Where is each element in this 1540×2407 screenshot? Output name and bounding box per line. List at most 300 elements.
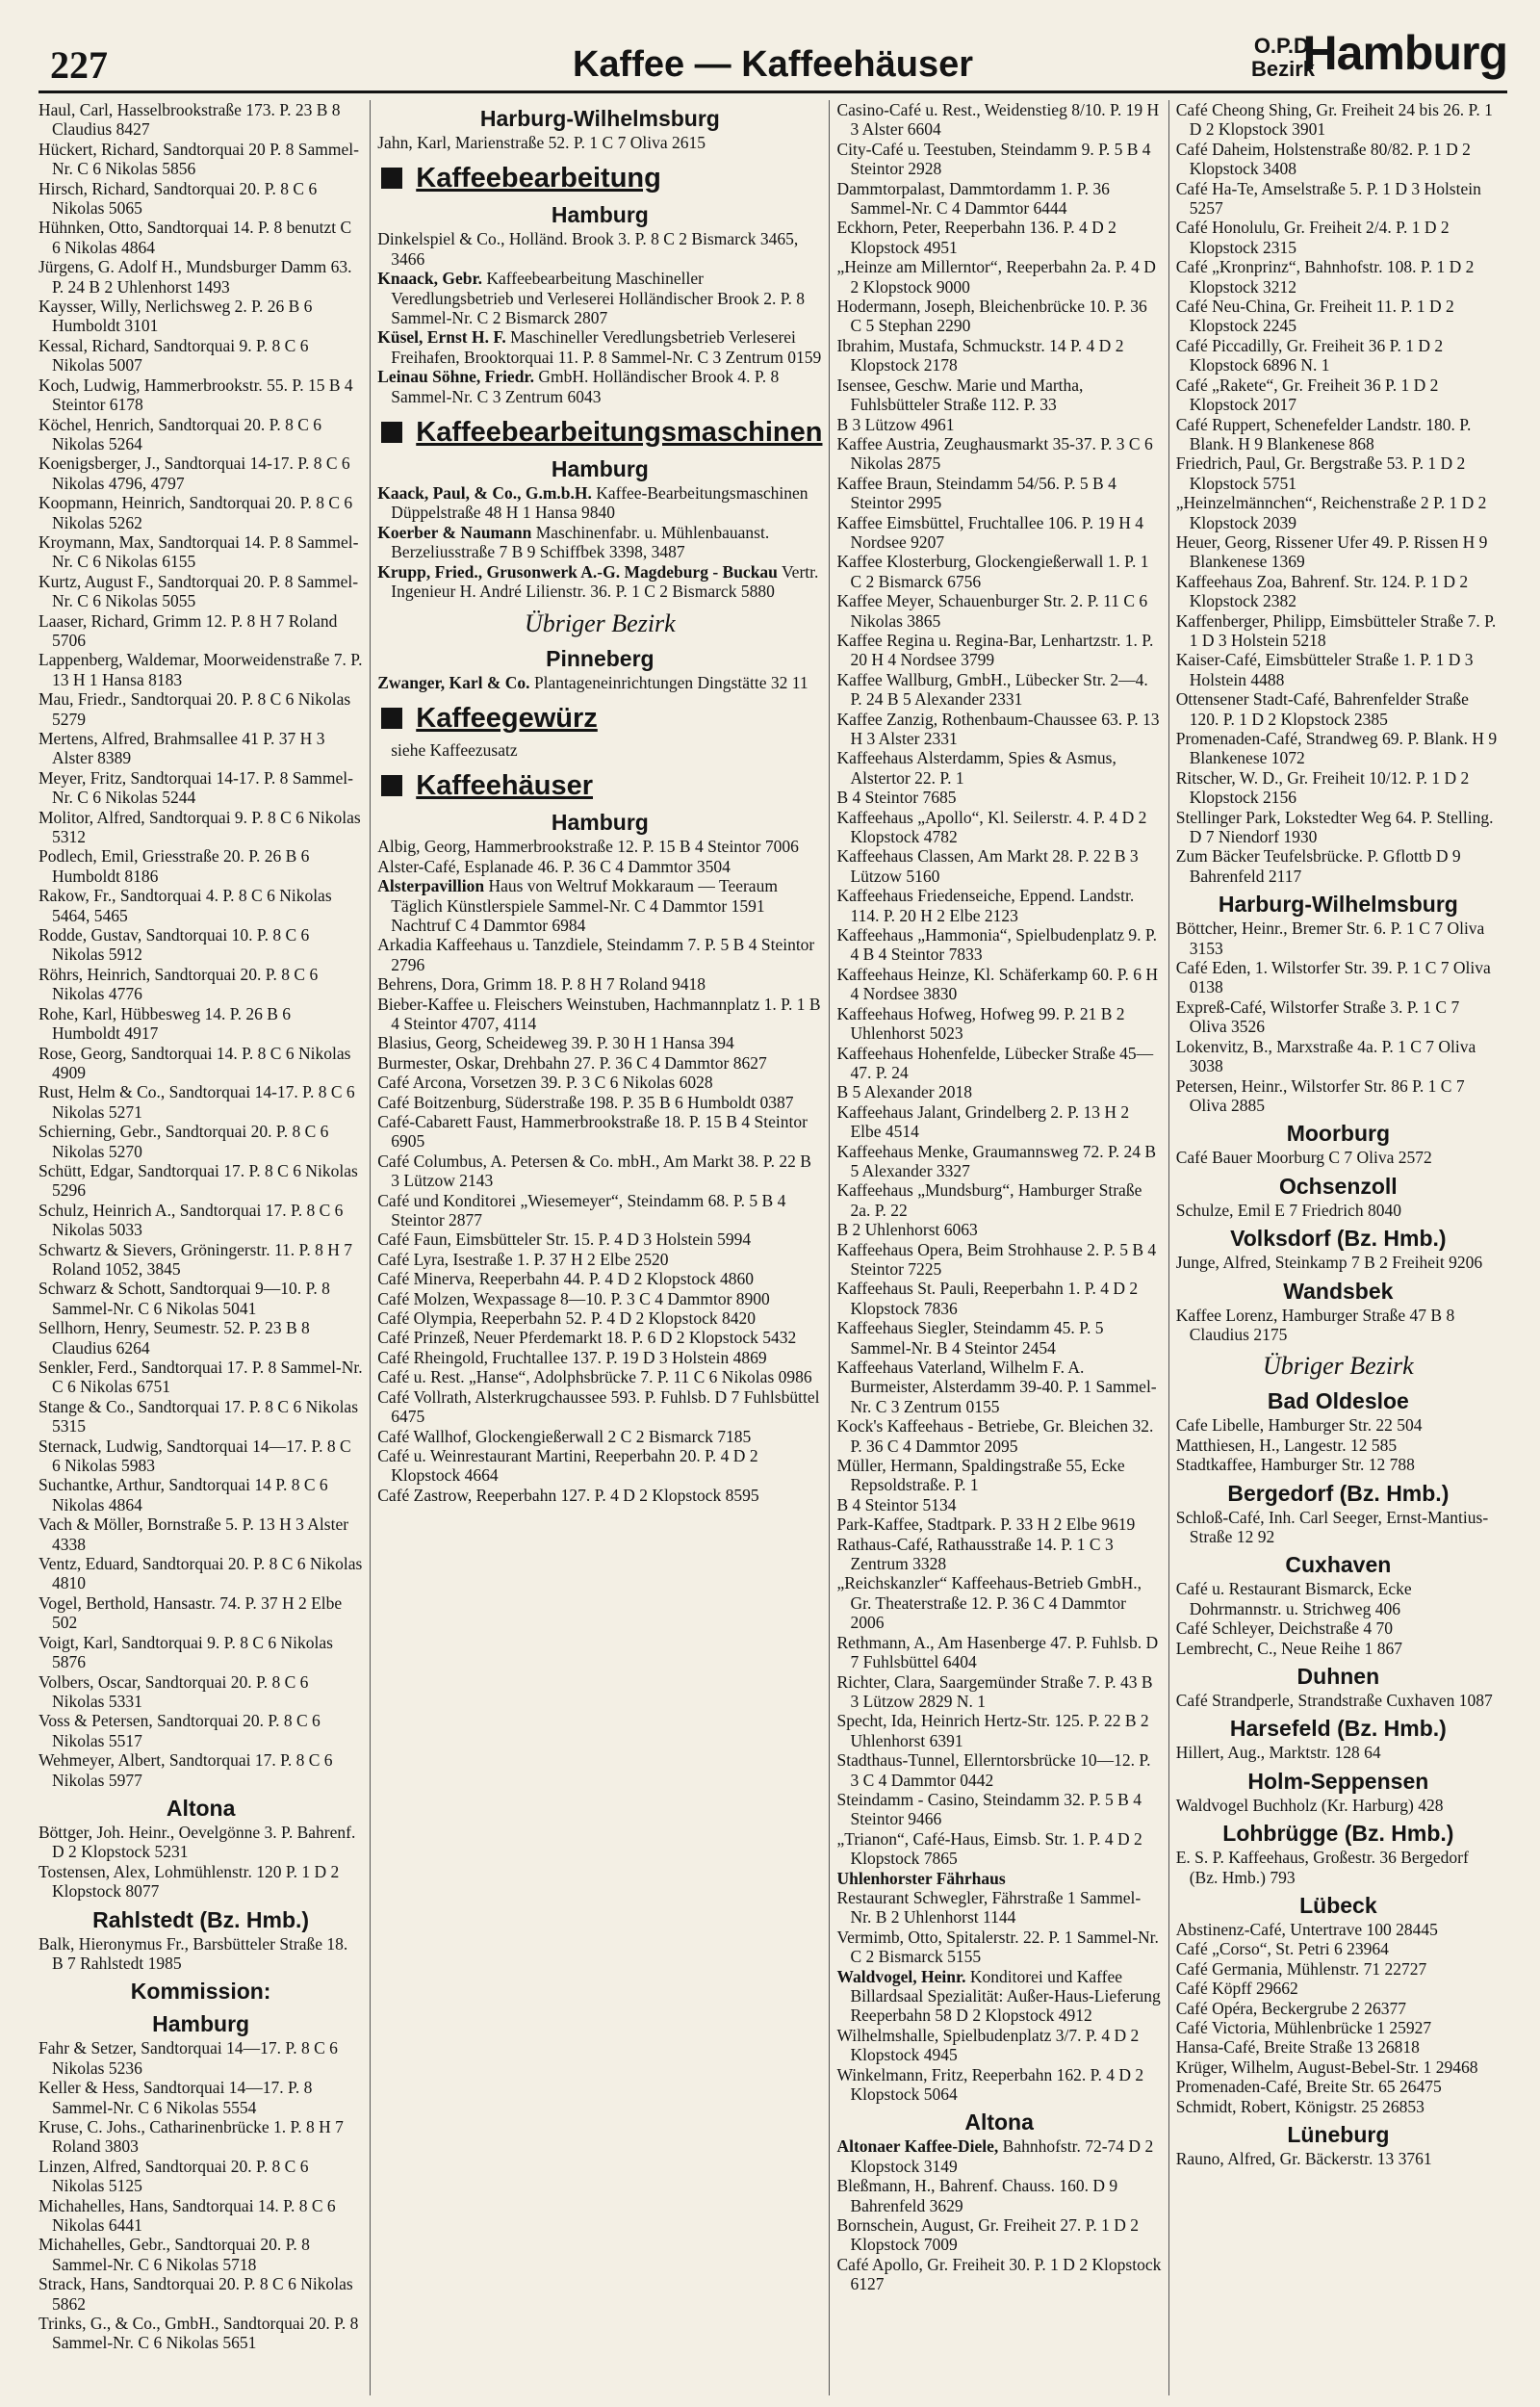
directory-entry [1176,1743,1501,1762]
entry-text: Café Köpff 29662 [1175,1979,1298,1999]
entry-text: Kaffee Regina u. Regina-Bar, Lenhartzstr. 1. P. 20 H 4 Nordsee 3799 [836,630,1154,670]
place-heading: Harburg-Wilhelmsburg [1218,892,1458,918]
directory-entry [38,2314,363,2353]
entry-text: Park-Kaffee, Stadtpark. P. 33 H 2 Elbe 9619 [836,1514,1136,1535]
directory-entry [38,886,363,925]
directory-entry [377,1308,822,1328]
entry-text: Wehmeyer, Albert, Sandtorquai 17. P. 8 C 6 Nikolas 5977 [38,1750,333,1790]
directory-entry [377,1033,822,1052]
directory-entry [38,1934,363,1974]
entry-text: Kaffeehaus St. Pauli, Reeperbahn 1. P. 4 D 2 Klopstock 7836 [836,1279,1139,1318]
directory-entry [377,1053,822,1073]
directory-entry [836,1495,1161,1514]
directory-entry [38,846,363,886]
entry-text: Stange & Co., Sandtorquai 17. P. 8 C 6 Nikolas 5315 [38,1396,359,1436]
entry-text: Kaffeehaus Jalant, Grindelberg 2. P. 13 H 2 Elbe 4514 [836,1101,1130,1142]
place-heading: Altona [964,2109,1034,2135]
entry-text: Behrens, Dora, Grimm 18. P. 8 H 7 Roland 9418 [377,974,706,995]
directory-entry [38,1122,363,1161]
directory-entry [1176,2037,1501,2057]
entry-text: Hirsch, Richard, Sandtorquai 20. P. 8 C 6 Nikolas 5065 [38,178,318,219]
directory-entry [1176,1618,1501,1638]
directory-entry [1176,997,1501,1037]
entry-text: Bornschein, August, Gr. Freiheit 27. P. 1 D 2 Klopstock 7009 [836,2215,1140,2255]
directory-entry [1176,1959,1501,1979]
entry-text: Promenaden-Café, Breite Str. 65 26475 [1175,2077,1442,2097]
directory-entry [38,1279,363,1318]
entry-text: Kaffenberger, Philipp, Eimsbütteler Straße 7. P. 1 D 3 Holstein 5218 [1175,610,1497,650]
column-1 [38,100,370,2395]
directory-entry [38,2078,363,2117]
directory-entry [38,2235,363,2274]
entry-text: Balk, Hieronymus Fr., Barsbütteler Straße 18. B 7 Rahlstedt 1985 [38,1933,348,1973]
directory-entry [836,1082,1161,1101]
entry-text: Café Victoria, Mühlenbrücke 1 25927 [1175,2018,1432,2038]
company-name: Kaack, Paul, & Co., G.m.b.H. [377,483,592,504]
directory-entry [38,297,363,336]
entry-text: Café u. Rest. „Hanse“, Adolphsbrücke 7. P. 11 C 6 Nikolas 0986 [377,1367,812,1387]
directory-entry [38,1240,363,1280]
directory-entry [836,2176,1161,2215]
entry-text: Café Vollrath, Alsterkrugchaussee 593. P. Fuhlsb. D 7 Fuhlsbüttel 6475 [377,1386,820,1427]
entry-text: Café „Kronprinz“, Bahnhofstr. 108. P. 1 D 2 Klopstock 3212 [1175,257,1475,297]
entry-text: Bieber-Kaffee u. Fleischers Weinstuben, Hachmannplatz 1. P. 1 B 4 Steintor 4707, 4114 [377,994,821,1033]
entry-text: Kaffeehaus Zoa, Bahrenf. Str. 124. P. 1 D 2 Klopstock 2382 [1175,571,1469,611]
directory-entry [38,965,363,1004]
directory-entry [836,434,1161,474]
directory-entry [377,974,822,994]
directory-entry [377,673,822,692]
entry-text: Richter, Clara, Saargemünder Straße 7. P. 43 B 3 Lützow 2829 N. 1 [836,1671,1153,1711]
directory-entry [836,2065,1161,2105]
directory-entry [377,935,822,974]
place-heading: Duhnen [1296,1664,1380,1689]
directory-entry [377,327,822,367]
directory-entry [1176,1999,1501,2018]
entry-text: Café „Rakete“, Gr. Freiheit 36 P. 1 D 2 Klopstock 2017 [1175,375,1439,415]
entry-text: Kaffeehaus Siegler, Steindamm 45. P. 5 Sammel-Nr. B 4 Steintor 2454 [836,1318,1104,1358]
entry-text: Konditorei und Kaffee Billardsaal Spezialität: Außer-Haus-Lieferung Reeperbahn 58 D 2 Klopstock 4912 [850,1966,1161,2026]
directory-entry [38,808,363,847]
place-heading: Hamburg [551,456,649,482]
directory-entry [1176,958,1501,997]
directory-entry [38,1436,363,1476]
directory-entry [1176,2018,1501,2037]
directory-entry [38,1750,363,1790]
entry-text: Café Arcona, Vorsetzen 39. P. 3 C 6 Nikolas 6028 [377,1073,713,1093]
company-name: Altonaer Kaffee-Diele, [836,2136,999,2157]
directory-entry [377,1191,822,1230]
directory-entry [377,1427,822,1446]
directory-entry [836,474,1161,513]
directory-entry [1176,1639,1501,1658]
entry-text: Expreß-Café, Wilstorfer Straße 3. P. 1 C 7 Oliva 3526 [1175,996,1460,1037]
place-heading: Kommission: [130,1979,271,2005]
place-heading: Holm-Seppensen [1247,1768,1429,1794]
entry-text: Kaffeehaus „Mundsburg“, Hamburger Straße 2a. P. 22 [836,1180,1142,1220]
company-name: Küsel, Ernst H. F. [377,327,506,348]
entry-text: Café Olympia, Reeperbahn 52. P. 4 D 2 Klopstock 8420 [377,1308,756,1329]
directory-entry [377,857,822,876]
entry-text: Dammtorpalast, Dammtordamm 1. P. 36 Sammel-Nr. C 4 Dammtor 6444 [836,178,1110,219]
directory-entry [1176,846,1501,886]
entry-text: Kaffeehaus Opera, Beim Strohhause 2. P. 5 B 4 Steintor 7225 [836,1239,1157,1279]
directory-entry [38,336,363,375]
directory-entry [836,1358,1161,1416]
directory-entry [836,1535,1161,1574]
directory-entry [38,689,363,729]
entry-text: B 2 Uhlenhorst 6063 [836,1220,978,1240]
directory-entry [836,297,1161,336]
entry-text: Casino-Café u. Rest., Weidenstieg 8/10. P. 19 H 3 Alster 6604 [836,100,1160,140]
directory-entry [377,1269,822,1288]
city-name: Hamburg [1302,26,1507,80]
directory-entry [836,375,1161,415]
entry-text: GmbH. Holländischer Brook 4. P. 8 Sammel-Nr. C 3 Zentrum 6043 [391,367,780,406]
company-name: Waldvogel, Heinr. [836,1966,966,1986]
entry-text: Kaffeehaus „Hammonia“, Spielbudenplatz 9. P. 4 B 4 Steintor 7833 [836,925,1158,965]
directory-entry [38,1823,363,1862]
directory-entry [377,876,822,935]
directory-entry [1176,1796,1501,1815]
directory-entry [1176,1415,1501,1435]
page-header [38,21,1507,93]
directory-entry [836,1928,1161,1967]
directory-entry [836,670,1161,710]
section-heading [377,769,822,802]
directory-entry [38,375,363,415]
directory-entry [836,591,1161,631]
directory-entry [377,1112,822,1152]
entry-text: Tostensen, Alex, Lohmühlenstr. 120 P. 1 D 2 Klopstock 8077 [38,1861,340,1902]
directory-entry [1176,493,1501,532]
entry-text: Voigt, Karl, Sandtorquai 9. P. 8 C 6 Nikolas 5876 [38,1632,333,1672]
directory-entry [1176,1691,1501,1710]
directory-entry [1176,1848,1501,1887]
directory-entry [836,140,1161,179]
directory-entry [38,729,363,768]
directory-entry [836,1220,1161,1239]
section-bullet-icon [381,708,402,729]
entry-text: Specht, Ida, Heinrich Hertz-Str. 125. P. 22 B 2 Uhlenhorst 6391 [836,1711,1149,1750]
directory-entry [377,1093,822,1112]
directory-entry [836,2255,1161,2294]
directory-entry [836,1102,1161,1142]
directory-entry [1176,140,1501,179]
directory-entry [38,1201,363,1240]
directory-entry [38,415,363,454]
place-heading: Rahlstedt (Bz. Hmb.) [92,1906,310,1932]
entry-text: Mau, Friedr., Sandtorquai 20. P. 8 C 6 Nikolas 5279 [38,689,351,729]
entry-text: Hansa-Café, Breite Straße 13 26818 [1175,2037,1420,2058]
entry-text: Café-Cabarett Faust, Hammerbrookstraße 18. P. 15 B 4 Steintor 6905 [377,1112,808,1152]
entry-text: Kaysser, Willy, Nerlichsweg 2. P. 26 B 6 Humboldt 3101 [38,297,313,336]
directory-entry [836,886,1161,925]
entry-text: Isensee, Geschw. Marie und Martha, Fuhlsbütteler Straße 112. P. 33 [836,375,1084,415]
entry-text: „Heinze am Millerntor“, Reeperbahn 2a. P. 4 D 2 Klopstock 9000 [836,257,1156,297]
directory-entry [1176,532,1501,572]
entry-text: Kaffeehaus Friedenseiche, Eppend. Landstr. 114. P. 20 H 2 Elbe 2123 [836,886,1135,925]
entry-text: Koch, Ludwig, Hammerbrookstr. 55. P. 15 B 4 Steintor 6178 [38,375,353,415]
directory-entry [836,1750,1161,1790]
place-heading: Bergedorf (Bz. Hmb.) [1227,1480,1450,1506]
entry-text: Friedrich, Paul, Gr. Bergstraße 53. P. 1 D 2 Klopstock 5751 [1175,453,1466,493]
entry-text: Junge, Alfred, Steinkamp 7 B 2 Freiheit 9206 [1175,1253,1483,1273]
entry-text: Plantageneinrichtungen Dingstätte 32 11 [533,672,808,692]
directory-entry [38,218,363,257]
entry-text: Ibrahim, Mustafa, Schmuckstr. 14 P. 4 D 2 Klopstock 2178 [836,335,1124,375]
entry-text: Kessal, Richard, Sandtorquai 9. P. 8 C 6 Nikolas 5007 [38,335,309,375]
directory-entry [1176,611,1501,651]
directory-entry [1176,729,1501,768]
entry-text: Stadthaus-Tunnel, Ellerntorsbrücke 10—12. P. 3 C 4 Dammtor 0442 [836,1750,1151,1790]
entry-text: Blasius, Georg, Scheideweg 39. P. 30 H 1 Hansa 394 [377,1033,734,1053]
directory-entry [836,1180,1161,1220]
section-heading [377,702,822,735]
entry-text: Hühnken, Otto, Sandtorquai 14. P. 8 benutzt C 6 Nikolas 4864 [38,218,352,257]
entry-text: Kaffee Zanzig, Rothenbaum-Chaussee 63. P. 13 H 3 Alster 2331 [836,709,1160,748]
entry-text: Kock's Kaffeehaus - Betriebe, Gr. Bleichen 32. P. 36 C 4 Dammtor 2095 [836,1416,1154,1456]
directory-entry [38,1554,363,1593]
directory-entry [377,837,822,856]
page-number: 227 [50,43,108,87]
entry-text: Linzen, Alfred, Sandtorquai 20. P. 8 C 6 Nikolas 5125 [38,2156,309,2196]
entry-text: Café Daheim, Holstenstraße 80/82. P. 1 D 2 Klopstock 3408 [1175,139,1471,179]
place-heading: Bad Oldesloe [1267,1388,1409,1414]
directory-entry [836,1004,1161,1044]
entry-text: Hückert, Richard, Sandtorquai 20 P. 8 Sammel-Nr. C 6 Nikolas 5856 [38,139,359,179]
entry-text: Sellhorn, Henry, Seumestr. 52. P. 23 B 8 Claudius 6264 [38,1318,310,1358]
entry-text: Schwarz & Schott, Sandtorquai 9—10. P. 8 Sammel-Nr. C 6 Nikolas 5041 [38,1279,330,1318]
entry-text: Rauno, Alfred, Gr. Bäckerstr. 13 3761 [1175,2149,1432,2169]
entry-text: Café Opéra, Beckergrube 2 26377 [1175,1998,1406,2018]
entry-text: Röhrs, Heinrich, Sandtorquai 20. P. 8 C 6 Nikolas 4776 [38,964,319,1004]
directory-entry [836,1829,1161,1869]
directory-entry [1176,297,1501,336]
entry-text: Kaffee Meyer, Schauenburger Str. 2. P. 11 C 6 Nikolas 3865 [836,591,1148,631]
entry-text: Kaffeehaus Menke, Graumannsweg 72. P. 24 B 5 Alexander 3327 [836,1141,1157,1180]
directory-entry [1176,218,1501,257]
directory-entry [38,611,363,651]
directory-entry [836,2026,1161,2065]
entry-text: Café Piccadilly, Gr. Freiheit 36 P. 1 D 2 Klopstock 6896 N. 1 [1175,335,1444,375]
directory-entry [377,367,822,406]
directory-entry [377,1348,822,1367]
entry-text: Ritscher, W. D., Gr. Freiheit 10/12. P. 1 D 2 Klopstock 2156 [1175,767,1470,808]
entry-text: Schierning, Gebr., Sandtorquai 20. P. 8 C 6 Nikolas 5270 [38,1122,329,1161]
place-heading: Harsefeld (Bz. Hmb.) [1229,1716,1447,1742]
entry-text: Kurtz, August F., Sandtorquai 20. P. 8 Sammel-Nr. C 6 Nikolas 5055 [38,571,359,611]
entry-text: Kaffee Wallburg, GmbH., Lübecker Str. 2—4. P. 24 B 5 Alexander 2331 [836,669,1148,710]
entry-text: Keller & Hess, Sandtorquai 14—17. P. 8 Sammel-Nr. C 6 Nikolas 5554 [38,2078,313,2117]
directory-entry [38,2196,363,2236]
directory-entry [38,1397,363,1436]
directory-entry [1176,100,1501,140]
entry-text: Podlech, Emil, Griesstraße 20. P. 26 B 6 Humboldt 8186 [38,846,310,886]
directory-entry [377,1328,822,1347]
directory-entry [377,995,822,1034]
entry-text: Rethmann, A., Am Hasenberge 47. P. Fuhlsb. D 7 Fuhlsbüttel 6404 [836,1632,1159,1672]
place-heading: Altona [166,1795,236,1821]
directory-entry [836,1279,1161,1318]
entry-text: B 4 Steintor 5134 [836,1494,957,1514]
entry-text: Kaffeehaus Classen, Am Markt 28. P. 22 B 3 Lützow 5160 [836,846,1139,886]
opd-line-2: Bezirk [1250,57,1315,81]
entry-text: Senkler, Ferd., Sandtorquai 17. P. 8 Sammel-Nr. C 6 Nikolas 6751 [38,1358,363,1397]
directory-entry [836,1888,1161,1928]
entry-text: Schmidt, Robert, Königstr. 25 26853 [1175,2096,1424,2116]
cross-reference-note: siehe Kaffeezusatz [391,739,518,760]
directory-entry [836,1318,1161,1358]
directory-entry [1176,336,1501,375]
directory-entry [38,1514,363,1554]
directory-entry [38,572,363,611]
directory-entry [38,1593,363,1633]
directory-entry [38,493,363,532]
directory-entry [836,100,1161,140]
entry-text: Schwartz & Sievers, Gröningerstr. 11. P. 8 H 7 Roland 1052, 3845 [38,1239,352,1279]
directory-entry [38,140,363,179]
section-bullet-icon [381,775,402,796]
entry-text: Kaffeehaus „Apollo“, Kl. Seilerstr. 4. P. 4 D 2 Klopstock 4782 [836,807,1147,847]
entry-text: Café Eden, 1. Wilstorfer Str. 39. P. 1 C 7 Oliva 0138 [1175,958,1491,997]
company-name: Leinau Söhne, Friedr. [377,367,534,387]
entry-text: B 4 Steintor 7685 [836,788,957,808]
directory-entry [377,523,822,562]
entry-text: Café Rheingold, Fruchtallee 137. P. 19 D 3 Holstein 4869 [377,1347,767,1367]
entry-text: Krüger, Wilhelm, August-Bebel-Str. 1 29468 [1175,2057,1478,2077]
entry-text: Vertr. Ingenieur H. André Lilienstr. 36. P. 1 C 2 Bismarck 5880 [391,561,819,602]
directory-entry [836,1790,1161,1829]
entry-text: City-Café u. Teestuben, Steindamm 9. P. 5 B 4 Steintor 2928 [836,139,1151,179]
directory-entry [836,1573,1161,1632]
column-2 [370,100,829,2395]
entry-text: Café Ha-Te, Amselstraße 5. P. 1 D 3 Holstein 5257 [1175,178,1481,219]
entry-text: Café Lyra, Isestraße 1. P. 37 H 2 Elbe 2520 [377,1249,669,1269]
entry-text: Vach & Möller, Bornstraße 5. P. 13 H 3 Alster 4338 [38,1514,349,1554]
entry-text: Suchantke, Arthur, Sandtorquai 14 P. 8 C 6 Nikolas 4864 [38,1475,328,1514]
entry-text: Rose, Georg, Sandtorquai 14. P. 8 C 6 Nikolas 4909 [38,1043,351,1082]
place-heading: Lüneburg [1287,2122,1390,2148]
entry-text: Kaffeehaus Vaterland, Wilhelm F. A. Burmeister, Alsterdamm 39-40. P. 1 Sammel-Nr. C 3 Zentrum 0155 [836,1358,1157,1416]
entry-text: Ventz, Eduard, Sandtorquai 20. P. 8 C 6 Nikolas 4810 [38,1554,363,1593]
entry-text: Rodde, Gustav, Sandtorquai 10. P. 8 C 6 Nikolas 5912 [38,925,310,965]
directory-entry [377,269,822,327]
directory-entry [1176,2097,1501,2116]
directory-entry [38,1082,363,1122]
directory-entry [38,1672,363,1712]
entry-text: Steindamm - Casino, Steindamm 32. P. 5 B 4 Steintor 9466 [836,1789,1142,1829]
place-heading: Cuxhaven [1285,1552,1392,1578]
directory-entry [836,2136,1161,2176]
section-heading [377,416,822,449]
entry-text: Café Prinzeß, Neuer Pferdemarkt 18. P. 6 D 2 Klopstock 5432 [377,1328,797,1348]
directory-entry [1176,1306,1501,1345]
directory-entry [836,1142,1161,1181]
directory-entry [38,2038,363,2078]
directory-entry [836,1514,1161,1534]
entry-text: Café Apollo, Gr. Freiheit 30. P. 1 D 2 Klopstock 6127 [836,2254,1162,2294]
entry-text: Koenigsberger, J., Sandtorquai 14-17. P. 8 C 6 Nikolas 4796, 4797 [38,453,350,493]
directory-entry [38,1475,363,1514]
directory-entry [377,229,822,269]
entry-text: Hillert, Aug., Marktstr. 128 64 [1175,1743,1381,1763]
directory-entry [1176,453,1501,493]
directory-entry [836,1240,1161,1280]
directory-entry [377,1387,822,1427]
entry-text: Meyer, Fritz, Sandtorquai 14-17. P. 8 Sammel-Nr. C 6 Nikolas 5244 [38,767,353,808]
directory-entry [1176,375,1501,415]
entry-text: Café Bauer Moorburg C 7 Oliva 2572 [1175,1148,1432,1168]
directory-entry [377,1367,822,1386]
directory-entry [836,1456,1161,1495]
entry-text: Café Ruppert, Schenefelder Landstr. 180. P. Blank. H 9 Blankenese 868 [1175,414,1472,453]
entry-text: Kaiser-Café, Eimsbütteler Straße 1. P. 1 D 3 Holstein 4488 [1175,650,1474,689]
entry-text: Café Boitzenburg, Süderstraße 198. P. 35 B 6 Humboldt 0387 [377,1092,794,1112]
entry-text: Café Strandperle, Strandstraße Cuxhaven 1087 [1175,1691,1493,1710]
directory-entry [1176,415,1501,454]
directory-entry [38,1004,363,1044]
entry-text: Köchel, Henrich, Sandtorquai 20. P. 8 C 6 Nikolas 5264 [38,414,322,453]
entry-text: Heuer, Georg, Rissener Ufer 49. P. Rissen H 9 Blankenese 1369 [1175,531,1488,572]
section-heading [377,162,822,194]
directory-entry [1176,1455,1501,1474]
entry-text: Bahnhofstr. 72-74 D 2 Klopstock 3149 [850,2136,1154,2176]
entry-text: Böttcher, Heinr., Bremer Str. 6. P. 1 C 7 Oliva 3153 [1175,919,1485,958]
directory-entry [836,415,1161,434]
entry-text: Burmester, Oskar, Drehbahn 27. P. 36 C 4 Dammtor 8627 [377,1052,767,1073]
directory-entry [836,336,1161,375]
directory-entry [377,1152,822,1191]
directory-entry [377,562,822,602]
entry-text: Volbers, Oscar, Sandtorquai 20. P. 8 C 6 Nikolas 5331 [38,1671,309,1711]
directory-entry [38,650,363,689]
directory-entry [38,532,363,572]
entry-text: Maschinenfabr. u. Mühlenbauanst. Berzeliusstraße 7 B 9 Schiffbek 3398, 3487 [391,522,770,562]
directory-entry [38,2157,363,2196]
directory-entry [1176,2149,1501,2168]
place-heading: Moorburg [1286,1121,1391,1147]
directory-entry [38,1711,363,1750]
directory-entry [377,1073,822,1092]
directory-entry [836,1711,1161,1750]
directory-entry [38,179,363,219]
entry-text: Schulz, Heinrich A., Sandtorquai 17. P. 8 C 6 Nikolas 5033 [38,1200,344,1240]
entry-text: Kaffeehaus Hohenfelde, Lübecker Straße 45—47. P. 24 [836,1043,1154,1082]
place-heading: Ochsenzoll [1279,1173,1398,1199]
entry-text: Café Germania, Mühlenstr. 71 22727 [1175,1958,1427,1979]
entry-text: Promenaden-Café, Strandweg 69. P. Blank. H 9 Blankenese 1072 [1175,729,1498,768]
directory-entry [1176,1436,1501,1455]
entry-text: Bleßmann, H., Bahrenf. Chauss. 160. D 9 Bahrenfeld 3629 [836,2176,1118,2215]
entry-text: Rust, Helm & Co., Sandtorquai 14-17. P. 8 C 6 Nikolas 5271 [38,1082,355,1122]
entry-text: Haus von Weltruf Mokkaraum — Teeraum Täglich Künstlerspiele Sammel-Nr. C 4 Dammtor 1591 Nachtruf C 4 Dammtor 6984 [391,876,778,935]
entry-text: Michahelles, Gebr., Sandtorquai 20. P. 8 Sammel-Nr. C 6 Nikolas 5718 [38,2235,310,2274]
directory-entry [836,1633,1161,1672]
directory-entry [1176,1076,1501,1116]
directory-entry [377,1446,822,1486]
directory-entry [1176,808,1501,847]
directory-entry [38,1633,363,1672]
entry-text: Café Schleyer, Deichstraße 4 70 [1175,1618,1393,1639]
directory-entry [1176,2077,1501,2096]
section-bullet-icon [381,168,402,189]
directory-entry [836,179,1161,219]
entry-text: Rohe, Karl, Hübbesweg 14. P. 26 B 6 Humboldt 4917 [38,1003,291,1044]
directory-entry [38,1862,363,1902]
entry-text: Stellinger Park, Lokstedter Weg 64. P. Stelling. D 7 Niendorf 1930 [1175,807,1494,847]
place-heading: Wandsbek [1283,1278,1394,1304]
